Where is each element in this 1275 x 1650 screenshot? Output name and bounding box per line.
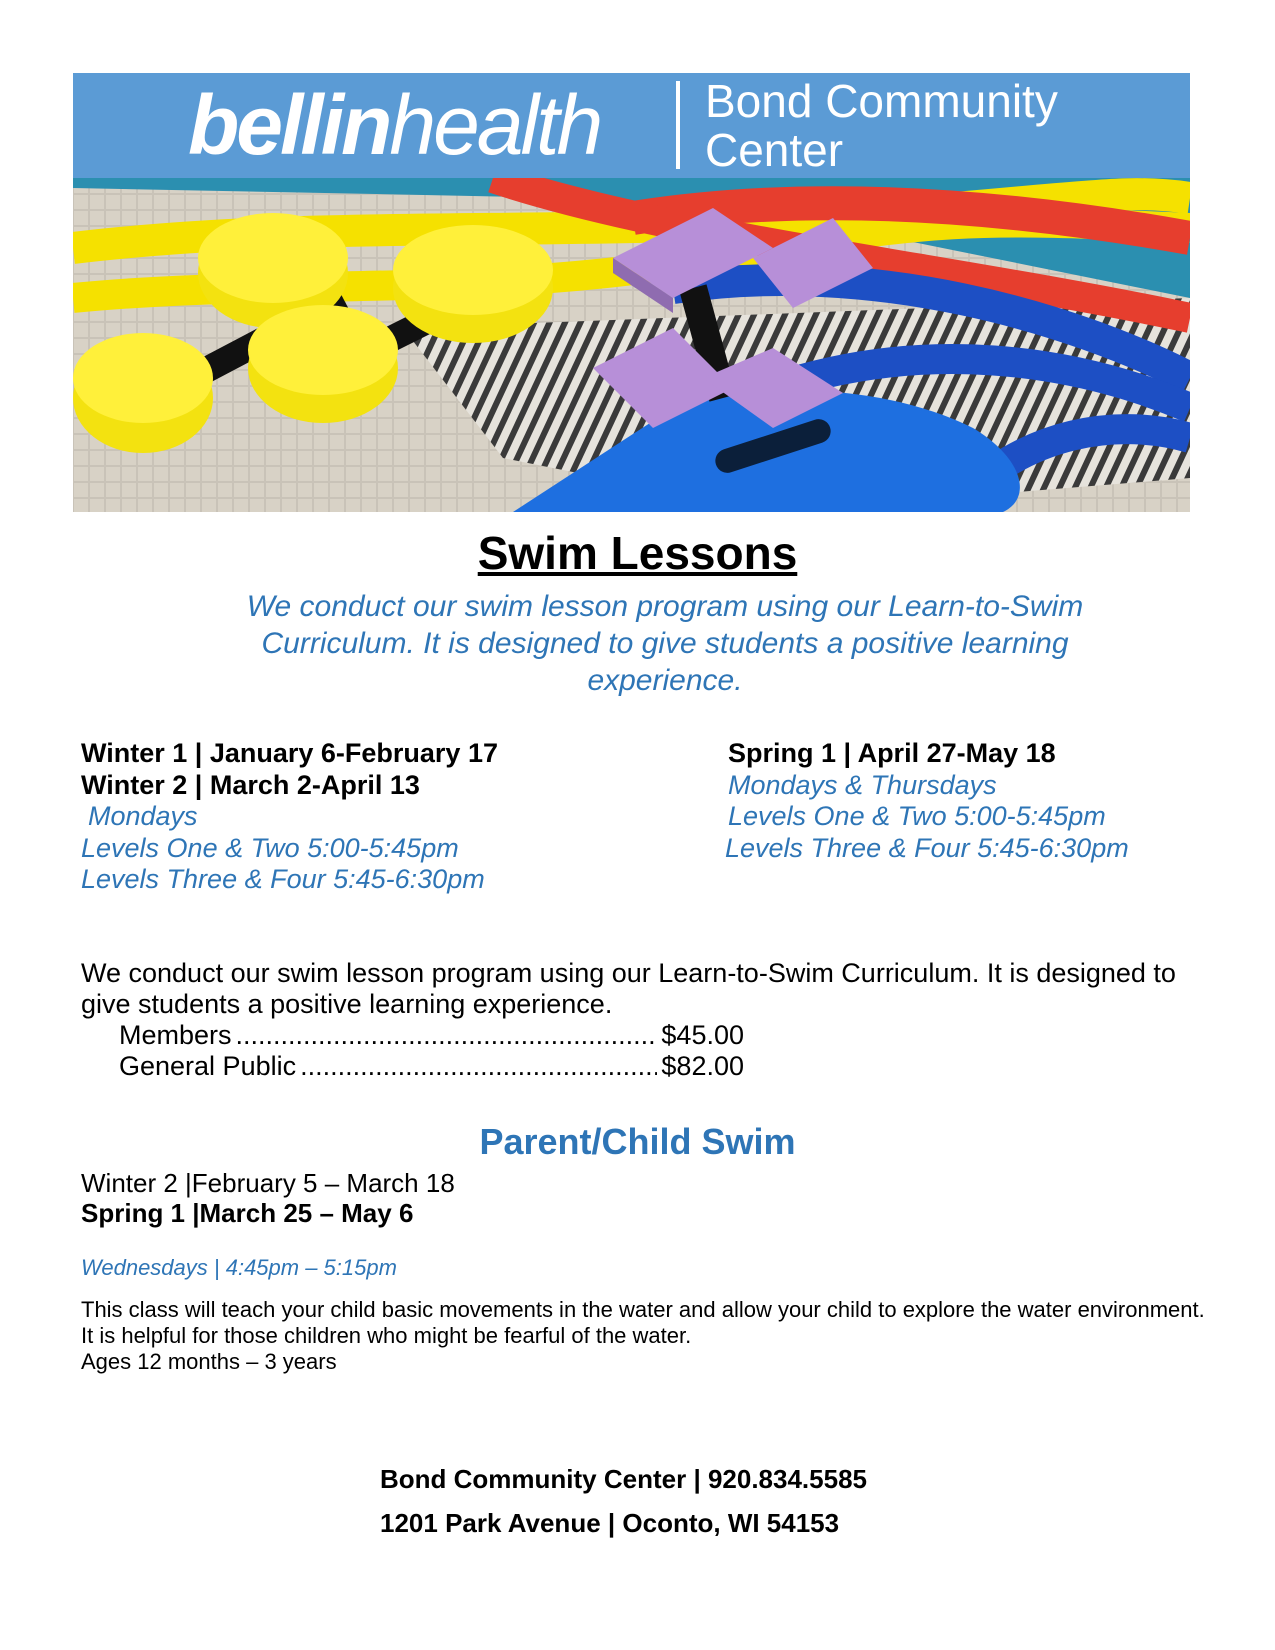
intro-text: We conduct our swim lesson program using our Learn-to-Swim Curriculum. It is designed to give students a positive learning experience. [246,590,1084,697]
price-row-members [119,1020,744,1051]
spring-days: Mondays & Thursdays [728,769,997,800]
price-row-general-public [119,1051,744,1082]
program-description: We conduct our swim lesson program using our Learn-to-Swim Curriculum. It is designed to give students a positive learning experience. [81,958,1176,1019]
center-name-line1: Bond Community [705,75,1058,127]
footer-address: 1201 Park Avenue | Oconto, WI 54153 [380,1508,840,1538]
spring-levels-three-four: Levels Three & Four 5:45-6:30pm [725,832,1129,863]
parent-child-description-text: This class will teach your child basic movements in the water and allow your child to explore the water environment. It is helpful for those children who might be fearful of the water. [81,1297,1205,1348]
price-label: Members [119,1020,232,1050]
pool-equipment-photo [73,178,1190,512]
winter-schedule [81,738,498,896]
parent-child-description [81,1297,1221,1375]
price-amount: $45.00 [661,1020,744,1050]
price-amount: $82.00 [661,1051,744,1081]
center-name [705,77,1058,175]
winter-levels-three-four: Levels Three & Four 5:45-6:30pm [81,864,485,894]
winter2-session: Winter 2 | March 2-April 13 [81,769,420,800]
parent-child-ages: Ages 12 months – 3 years [81,1349,337,1374]
bellin-health-logo: bellinhealth [188,78,601,172]
winter-days: Mondays [88,801,198,831]
parent-child-title: Parent/Child Swim [479,1121,796,1162]
parent-child-winter: Winter 2 |February 5 – March 18 [81,1168,455,1198]
winter-levels-one-two: Levels One & Two 5:00-5:45pm [81,832,459,863]
logo-divider [676,81,680,169]
header-banner [73,73,1190,178]
winter1-session: Winter 1 | January 6-February 17 [81,738,498,768]
dot-leader [300,1051,657,1082]
spring-levels-one-two: Levels One & Two 5:00-5:45pm [728,801,1106,831]
footer-contact: Bond Community Center | 920.834.5585 [380,1464,867,1494]
center-name-line2: Center [705,124,844,176]
spring1-session: Spring 1 | April 27-May 18 [728,738,1056,768]
spring-schedule [725,738,1129,864]
page-title: Swim Lessons [477,527,798,579]
parent-child-spring: Spring 1 |March 25 – May 6 [81,1198,414,1228]
price-label: General Public [119,1051,297,1081]
parent-child-time: Wednesdays | 4:45pm – 5:15pm [81,1255,397,1280]
dot-leader [236,1020,658,1051]
